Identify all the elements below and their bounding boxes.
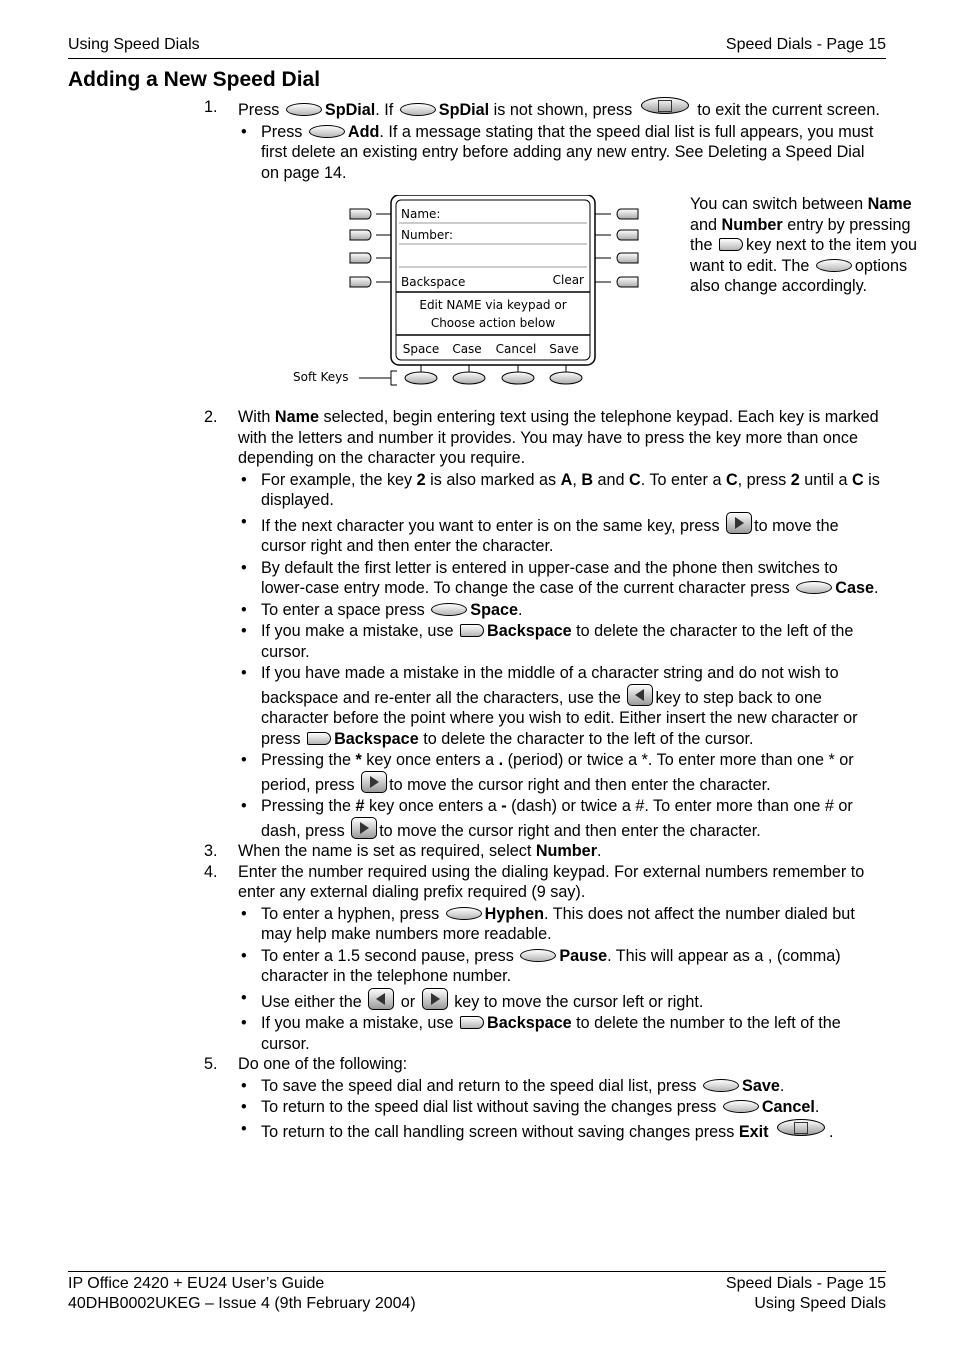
left-arrow-key-icon bbox=[627, 684, 653, 706]
soft-key-icon bbox=[309, 125, 345, 138]
soft-key-icon bbox=[723, 1100, 759, 1113]
line-key-icon bbox=[460, 1016, 484, 1029]
line-key-icon bbox=[460, 624, 484, 637]
figure-row bbox=[238, 185, 917, 393]
softkey-label-2: Case bbox=[452, 342, 482, 356]
step-2-bullet-4: • To enter a space press Space. bbox=[204, 600, 884, 621]
soft-key-icon bbox=[703, 1079, 739, 1092]
soft-key-icon bbox=[520, 949, 556, 962]
step-4-bullet-2: • To enter a 1.5 second pause, press Pause. This will appear as a , (comma) character in the telephone number. bbox=[204, 946, 884, 987]
header-left: Using Speed Dials bbox=[68, 36, 200, 53]
step-2-bullet-7: • Pressing the * key once enters a . (period) or twice a *. To enter more than one * or period, press to move the cursor right and then enter the character. bbox=[204, 750, 884, 795]
soft-key-icon bbox=[400, 103, 436, 116]
soft-key-icon bbox=[816, 259, 852, 272]
right-arrow-key-icon bbox=[351, 817, 377, 839]
step-2: 2. With Name selected, begin entering text using the telephone keypad. Each key is marked with the letters and number it provides. You may have to press the key more than once depending on the character you require. • For example, the key 2 is also marked as A, B and C. To enter a C, press 2 until a C is displayed. • If the next character you want to enter is on the same key, press to move the cursor right and then enter the character. • By default the first letter is entered in upper-case and the phone then switches to lower-case entry mode. To change the case of the current character press Case. • To enter a space press Space. • If you make a mistake, use Backspace to delete the character to the left of the cursor. • If you have made a mistake in the middle of a character string and do not wish to backspace and re-enter all the characters, use the key to step back to one character before the point where you wish to edit. Either insert the new character or press Backspace to delete the character to the left of the cursor. • Pressing the * key once enters a . (period) or twice a *. To enter more than one * or period, press to move the cursor right and then enter the character. • Pressing the # key once enters a - (dash) or twice a #. To enter more than one # or dash, press to move the cursor right and then enter the character. bbox=[204, 407, 884, 841]
page-footer bbox=[68, 1271, 886, 1314]
soft-key-icon bbox=[446, 907, 482, 920]
footer-right-2: Using Speed Dials bbox=[754, 1295, 886, 1312]
softkey-label-1: Space bbox=[402, 342, 440, 356]
exit-key-icon bbox=[777, 1119, 825, 1136]
step-1-bullet-1: • Press Add. If a message stating that the speed dial list is full appears, you must first delete an existing entry before adding any new entry. See Deleting a Speed Dial on page 14. bbox=[204, 122, 884, 184]
header-right: Speed Dials - Page 15 bbox=[725, 36, 886, 53]
softkey-label-4: Save bbox=[549, 342, 579, 356]
step-4: 4. Enter the number required using the dialing keypad. For external numbers remember to enter any external dialing prefix required (9 say). • To enter a hyphen, press Hyphen. This does not affect the number dialed but may help make numbers more readable. • To enter a 1.5 second pause, press Pause. This will appear as a , (comma) character in the telephone number. • Use either the or key to move the cursor left or right. • If you make a mistake, use Backspace to delete the number to the left of the cursor. bbox=[204, 862, 884, 1055]
line-key-icon bbox=[719, 238, 743, 251]
step-4-bullet-3: • Use either the or key to move the cursor left or right. bbox=[204, 988, 884, 1013]
softkey-label-3: Cancel bbox=[495, 342, 537, 356]
step-2-bullet-5: • If you make a mistake, use Backspace to delete the character to the left of the cursor. bbox=[204, 621, 884, 662]
left-arrow-key-icon bbox=[368, 988, 394, 1010]
document-body bbox=[204, 97, 917, 1142]
step-4-bullet-1: • To enter a hyphen, press Hyphen. This does not affect the number dialed but may help make numbers more readable. bbox=[204, 904, 884, 945]
step-4-bullet-4: • If you make a mistake, use Backspace to delete the number to the left of the cursor. bbox=[204, 1013, 884, 1054]
field-clear: Clear bbox=[552, 273, 584, 287]
line-key-icon bbox=[307, 732, 331, 745]
step-2-bullet-2: • If the next character you want to enter is on the same key, press to move the cursor right and then enter the character. bbox=[204, 512, 884, 557]
exit-key-icon bbox=[641, 97, 689, 114]
right-arrow-key-icon bbox=[422, 988, 448, 1010]
step-2-bullet-1: • For example, the key 2 is also marked as A, B and C. To enter a C, press 2 until a C is displayed. bbox=[204, 470, 884, 511]
step-5-bullet-1: • To save the speed dial and return to the speed dial list, press Save. bbox=[204, 1076, 884, 1097]
page-header bbox=[68, 36, 886, 59]
step-3: 3. When the name is set as required, select Number. bbox=[204, 842, 602, 860]
message-line-1: Edit NAME via keypad or bbox=[419, 298, 567, 312]
field-name: Name: bbox=[401, 207, 441, 221]
figure-side-text: You can switch between Name and Number entry by pressing the key next to the item you want to edit. The options also change accordingly. bbox=[690, 195, 917, 295]
soft-key-icon bbox=[286, 103, 322, 116]
footer-left-2: 40DHB0002UKEG – Issue 4 (9th February 2004) bbox=[68, 1295, 416, 1312]
step-5-bullet-3: • To return to the call handling screen without saving changes press Exit . bbox=[204, 1119, 884, 1143]
field-number: Number: bbox=[401, 228, 454, 242]
field-backspace: Backspace bbox=[401, 275, 466, 289]
step-2-bullet-3: • By default the first letter is entered in upper-case and the phone then switches to lower-case entry mode. To change the case of the current character press Case. bbox=[204, 558, 884, 599]
page-title: Adding a New Speed Dial bbox=[68, 68, 321, 91]
right-arrow-key-icon bbox=[726, 512, 752, 534]
soft-key-icon bbox=[796, 581, 832, 594]
step-2-bullet-8: • Pressing the # key once enters a - (dash) or twice a #. To enter more than one # or dash, press to move the cursor right and then enter the character. bbox=[204, 796, 884, 841]
message-line-2: Choose action below bbox=[430, 316, 556, 330]
soft-key-icon bbox=[431, 603, 467, 616]
footer-right-1: Speed Dials - Page 15 bbox=[725, 1275, 886, 1292]
step-5: 5. Do one of the following: • To save the speed dial and return to the speed dial list, press Save. • To return to the speed dial list without saving the changes press Cancel. • To return to the call handling screen without saving changes press Exit . bbox=[204, 1054, 884, 1142]
step-5-bullet-2: • To return to the speed dial list without saving the changes press Cancel. bbox=[204, 1097, 884, 1118]
footer-left-1: IP Office 2420 + EU24 User’s Guide bbox=[68, 1275, 325, 1292]
step-1: 1. Press SpDial. If SpDial is not shown, press to exit the current screen. • Press Add. If a message stating that the speed dial list is full appears, you must first delete an existing entry before adding any new entry. See Deleting a Speed Dial on page 14. Name: Number: Backspace Clear Edit NAME via keypad or Choose action below Space Case Cancel Save Soft Keys You can switch between Name and Number entry by pressing the key next to the item you want to edit. The options also change accordingly. bbox=[204, 97, 884, 393]
step-2-bullet-6: • If you have made a mistake in the middle of a character string and do not wish to backspace and re-enter all the characters, use the key to step back to one character before the point where you wish to edit. Either insert the new character or press Backspace to delete the character to the left of the cursor. bbox=[204, 663, 884, 749]
phone-display-figure bbox=[293, 195, 643, 391]
softkeys-label: Soft Keys bbox=[293, 370, 349, 384]
right-arrow-key-icon bbox=[361, 771, 387, 793]
